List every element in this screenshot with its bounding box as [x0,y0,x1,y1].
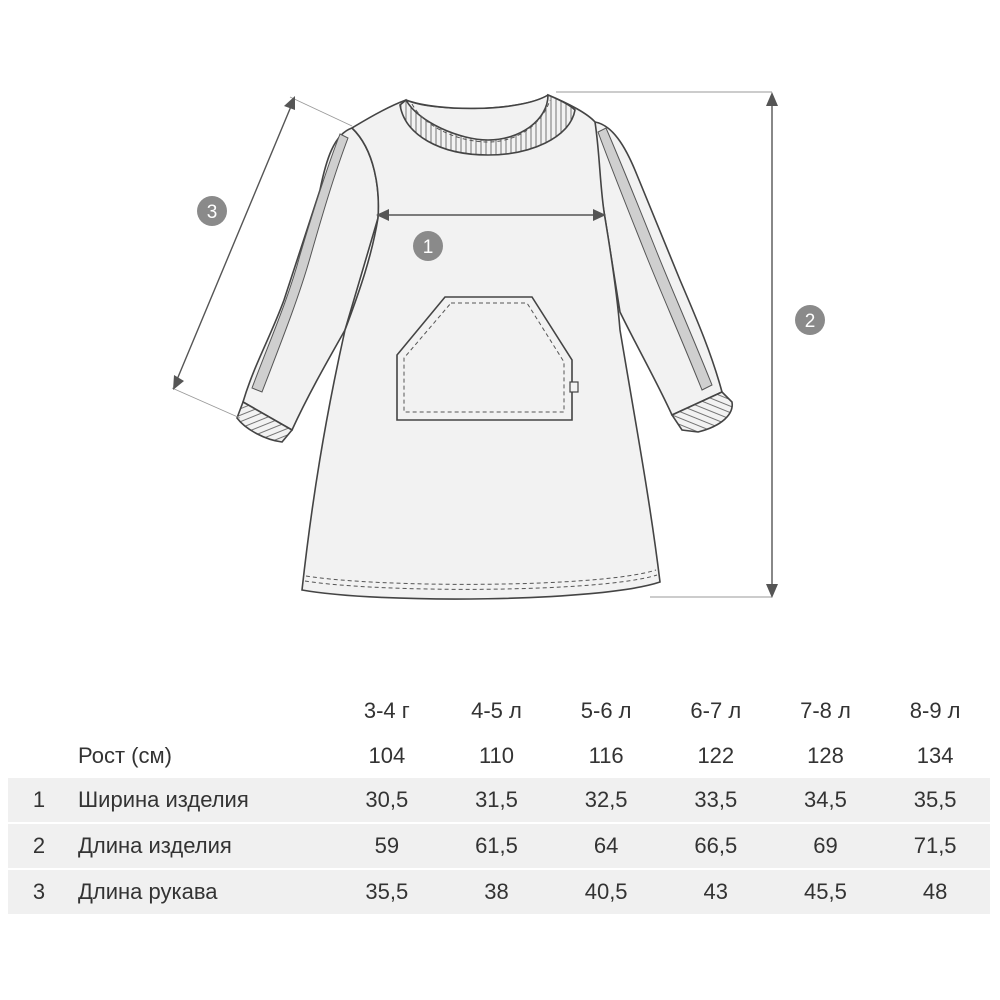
marker-sleeve-label: 3 [206,202,218,223]
row-number: 1 [8,778,70,823]
row-label: Длина рукава [70,869,332,914]
table-cell: 122 [697,743,735,768]
row-number: 2 [8,823,70,869]
table-cell: 110 [478,743,515,768]
size-table [8,688,990,914]
marker-length-label: 2 [804,311,816,332]
size-label: 4-5 л [471,698,522,723]
table-cell: 43 [661,869,771,914]
table-cell: 40,5 [551,869,661,914]
size-label: 7-8 л [800,698,851,723]
size-label: 5-6 л [580,698,632,723]
row-label: Ширина изделия [70,778,332,823]
table-row-length [8,823,990,869]
table-cell: 104 [368,743,406,768]
size-label: 6-7 л [690,698,742,723]
size-label: 8-9 л [909,698,961,723]
marker-width-label: 1 [422,237,434,258]
table-cell: 69 [771,823,881,869]
size-header-row [8,688,990,734]
row-label: Длина изделия [70,823,332,869]
table-cell: 59 [332,823,442,869]
table-cell: 35,5 [332,869,442,914]
table-cell: 128 [807,743,844,768]
table-cell: 116 [588,743,624,768]
table-cell: 45,5 [771,869,881,914]
table-cell: 61,5 [442,823,552,869]
table-row-sleeve [8,869,990,914]
table-cell: 134 [916,743,954,768]
row-label: Рост (см) [78,743,172,768]
table-row-width [8,778,990,823]
table-cell: 30,5 [332,778,442,823]
marker-width [413,231,443,261]
header-blank [8,688,70,734]
header-blank [70,688,332,734]
marker-length [795,305,825,335]
row-number [8,734,70,778]
table-cell: 66,5 [661,823,771,869]
table-cell: 64 [551,823,661,869]
height-row [8,734,990,778]
table-cell: 34,5 [771,778,881,823]
table-cell: 48 [880,869,990,914]
size-label: 3-4 г [363,698,410,723]
table-cell: 31,5 [442,778,552,823]
table-cell: 35,5 [880,778,990,823]
table-cell: 71,5 [880,823,990,869]
table-cell: 38 [442,869,552,914]
marker-sleeve [197,196,227,226]
table-cell: 32,5 [551,778,661,823]
row-number: 3 [8,869,70,914]
table-cell: 33,5 [661,778,771,823]
